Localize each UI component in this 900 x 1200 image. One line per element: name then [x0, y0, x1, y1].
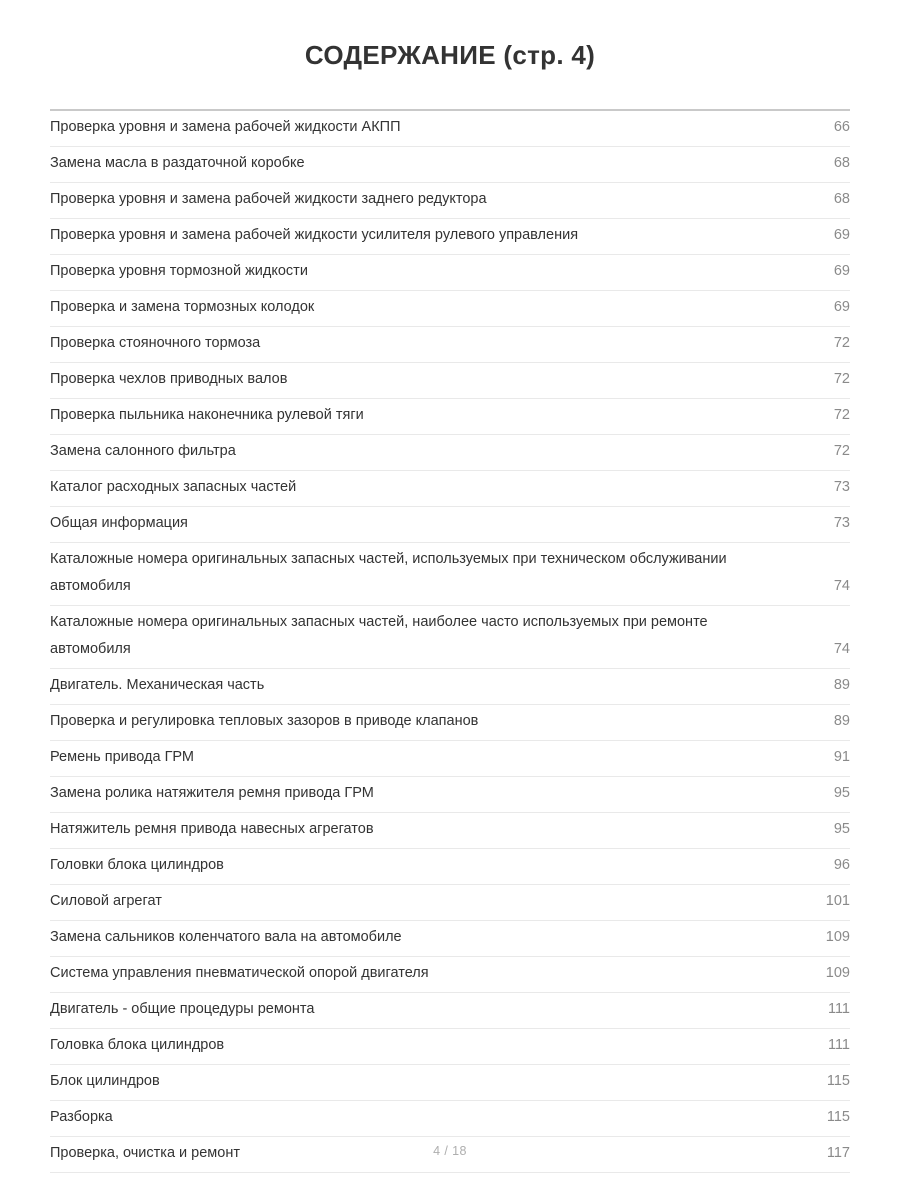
toc-entry-row[interactable]: [50, 993, 850, 1029]
toc-entry-label[interactable]: Силовой агрегат: [50, 893, 162, 910]
toc-entry-label[interactable]: Проверка и регулировка тепловых зазоров в приводе клапанов: [50, 713, 479, 730]
toc-entry-label[interactable]: Проверка уровня и замена рабочей жидкости усилителя рулевого управления: [50, 227, 579, 244]
toc-entry-row[interactable]: [50, 219, 850, 255]
toc-entry-page-number: 91: [833, 749, 850, 766]
toc-entry-label[interactable]: Проверка чехлов приводных валов: [50, 371, 288, 388]
toc-entry-row[interactable]: [50, 705, 850, 741]
toc-entry-label[interactable]: Замена сальников коленчатого вала на автомобиле: [50, 929, 402, 946]
toc-entry-row[interactable]: [50, 849, 850, 885]
toc-entry-page-number: 89: [833, 713, 850, 730]
toc-entry-row[interactable]: [50, 435, 850, 471]
toc-entry-page-number: 72: [833, 443, 850, 460]
toc-entry-row[interactable]: [50, 399, 850, 435]
toc-entry-label[interactable]: Проверка уровня и замена рабочей жидкости АКПП: [50, 119, 401, 136]
toc-entry-page-number: 69: [833, 263, 850, 280]
toc-entry-row[interactable]: [50, 1065, 850, 1101]
toc-entry-label[interactable]: Проверка уровня тормозной жидкости: [50, 263, 308, 280]
toc-entry-label[interactable]: Каталог расходных запасных частей: [50, 479, 297, 496]
toc-entry-label[interactable]: Головки блока цилиндров: [50, 857, 224, 874]
toc-entry-row[interactable]: [50, 183, 850, 219]
toc-entry-row[interactable]: [50, 885, 850, 921]
toc-entry-label[interactable]: Замена салонного фильтра: [50, 443, 236, 460]
toc-entry-label[interactable]: Двигатель - общие процедуры ремонта: [50, 1001, 315, 1018]
toc-entry-label[interactable]: Натяжитель ремня привода навесных агрегатов: [50, 821, 374, 838]
toc-entry-row[interactable]: [50, 507, 850, 543]
toc-entry-row[interactable]: [50, 363, 850, 399]
toc-entry-page-number: 72: [833, 335, 850, 352]
toc-entry-row[interactable]: [50, 1029, 850, 1065]
toc-entry-row[interactable]: [50, 921, 850, 957]
toc-entry-row[interactable]: [50, 1101, 850, 1137]
toc-entry-page-number: 95: [833, 785, 850, 802]
toc-entry-page-number: 69: [833, 299, 850, 316]
toc-entry-label[interactable]: Проверка, очистка и ремонт: [50, 1145, 240, 1162]
page-title: СОДЕРЖАНИЕ (стр. 4): [304, 40, 596, 70]
toc-entry-label[interactable]: Общая информация: [50, 515, 188, 532]
toc-entry-row[interactable]: [50, 813, 850, 849]
toc-entry-row[interactable]: [50, 291, 850, 327]
toc-entry-page-number: 72: [833, 407, 850, 424]
toc-entry-row[interactable]: [50, 741, 850, 777]
toc-entry-page-number: 66: [833, 119, 850, 136]
toc-entry-page-number: 73: [833, 479, 850, 496]
toc-entry-row[interactable]: [50, 255, 850, 291]
toc-entry-row[interactable]: [50, 471, 850, 507]
table-of-contents: [50, 111, 850, 1173]
toc-entry-label[interactable]: Проверка стояночного тормоза: [50, 335, 261, 352]
toc-entry-page-number: 69: [833, 227, 850, 244]
toc-entry-row[interactable]: [50, 327, 850, 363]
toc-entry-row[interactable]: [50, 111, 850, 147]
toc-entry-label[interactable]: Система управления пневматической опорой двигателя: [50, 965, 429, 982]
toc-entry-row[interactable]: [50, 957, 850, 993]
toc-entry-page-number: 96: [833, 857, 850, 874]
toc-entry-page-number: 89: [833, 677, 850, 694]
toc-entry-page-number: 68: [833, 155, 850, 172]
toc-entry-page-number: 68: [833, 191, 850, 208]
toc-entry-page-number: 74: [833, 578, 850, 595]
toc-entry-label[interactable]: Проверка уровня и замена рабочей жидкости заднего редуктора: [50, 191, 487, 208]
page-footer: 4 / 18: [433, 1144, 467, 1158]
toc-entry-label[interactable]: Замена ролика натяжителя ремня привода ГРМ: [50, 785, 374, 802]
toc-entry-page-number: 73: [833, 515, 850, 532]
toc-entry-label[interactable]: Замена масла в раздаточной коробке: [50, 155, 305, 172]
toc-entry-page-number: 115: [826, 1073, 850, 1090]
toc-entry-page-number: 115: [826, 1109, 850, 1126]
toc-entry-page-number: 117: [826, 1145, 850, 1162]
toc-entry-label[interactable]: Ремень привода ГРМ: [50, 749, 195, 766]
toc-entry-page-number: 111: [827, 1037, 850, 1054]
toc-entry-label[interactable]: Разборка: [50, 1109, 113, 1126]
toc-entry-page-number: 111: [827, 1001, 850, 1018]
toc-entry-row[interactable]: [50, 543, 850, 606]
toc-entry-label[interactable]: Каталожные номера оригинальных запасных частей, используемых при техническом обслуживании автомобиля: [50, 551, 727, 595]
toc-entry-label[interactable]: Проверка и замена тормозных колодок: [50, 299, 315, 316]
toc-entry-page-number: 74: [833, 641, 850, 658]
toc-entry-label[interactable]: Двигатель. Механическая часть: [50, 677, 265, 694]
toc-body: [50, 111, 850, 1173]
toc-entry-row[interactable]: [50, 669, 850, 705]
toc-entry-row[interactable]: [50, 777, 850, 813]
toc-entry-page-number: 72: [833, 371, 850, 388]
toc-entry-page-number: 109: [825, 929, 850, 946]
toc-entry-row[interactable]: [50, 606, 850, 669]
toc-entry-row[interactable]: [50, 147, 850, 183]
toc-entry-page-number: 101: [825, 893, 850, 910]
toc-entry-page-number: 95: [833, 821, 850, 838]
toc-entry-label[interactable]: Блок цилиндров: [50, 1073, 160, 1090]
toc-entry-page-number: 109: [825, 965, 850, 982]
toc-entry-label[interactable]: Головка блока цилиндров: [50, 1037, 225, 1054]
toc-entry-label[interactable]: Каталожные номера оригинальных запасных частей, наиболее часто используемых при ремонте автомобиля: [50, 614, 708, 658]
toc-entry-label[interactable]: Проверка пыльника наконечника рулевой тяги: [50, 407, 364, 424]
